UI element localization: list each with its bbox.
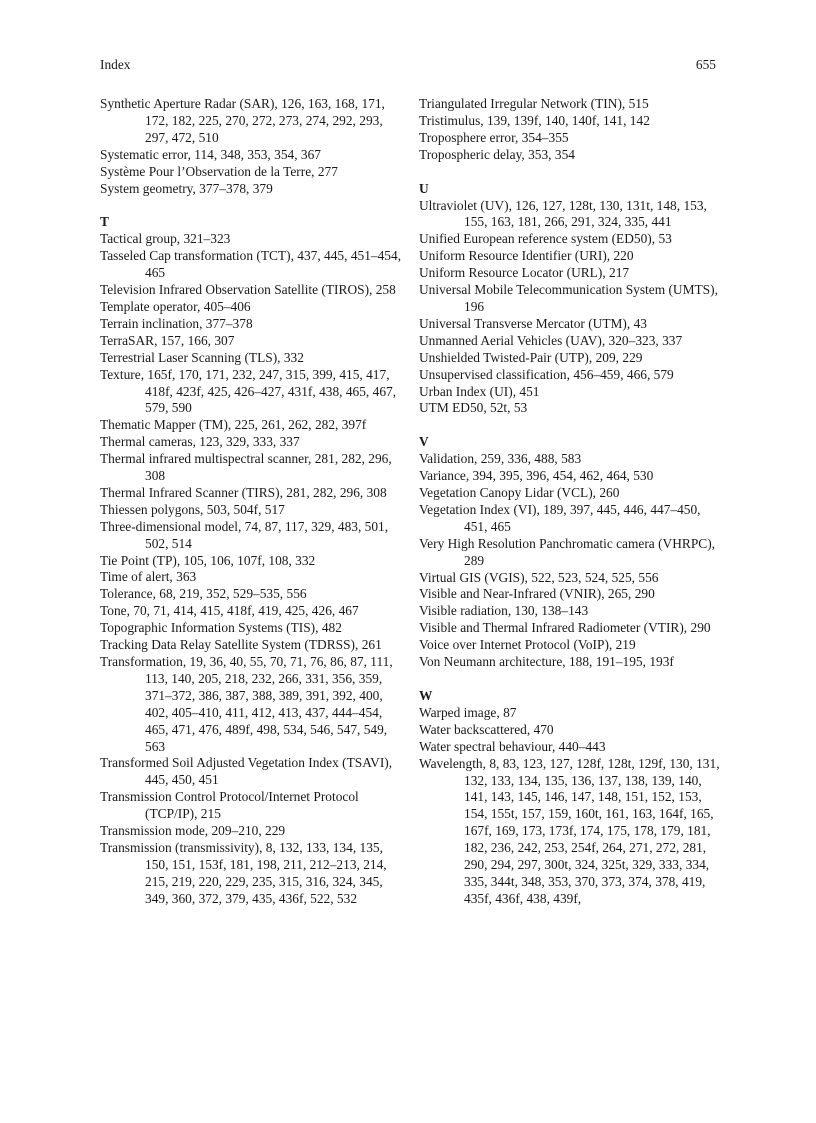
index-entry: Tone, 70, 71, 414, 415, 418f, 419, 425, 426, 467 <box>100 603 359 619</box>
index-entry: Topographic Information Systems (TIS), 482 <box>100 620 342 636</box>
index-letter-heading: U <box>419 180 429 196</box>
index-entry: Water backscattered, 470 <box>419 721 554 737</box>
index-entry: Tristimulus, 139, 139f, 140, 140f, 141, 142 <box>419 112 650 128</box>
index-entry: Thermal cameras, 123, 329, 333, 337 <box>100 434 300 450</box>
index-entry: Triangulated Irregular Network (TIN), 515 <box>419 96 649 111</box>
index-entry: Transformed Soil Adjusted Vegetation Index (TSAVI), 445, 450, 451 <box>100 755 393 788</box>
index-entry: Validation, 259, 336, 488, 583 <box>419 451 582 467</box>
index-entry: Von Neumann architecture, 188, 191–195, 193f <box>419 654 674 670</box>
index-column-right <box>419 96 724 908</box>
index-entry: Tasseled Cap transformation (TCT), 437, 445, 451–454, 465 <box>100 248 402 281</box>
index-entry: Transmission Control Protocol/Internet Protocol (TCP/IP), 215 <box>100 789 359 822</box>
index-entry: Universal Transverse Mercator (UTM), 43 <box>419 315 647 331</box>
index-entry: Transmission mode, 209–210, 229 <box>100 823 286 839</box>
index-entry: Voice over Internet Protocol (VoIP), 219 <box>419 637 636 653</box>
index-entry: Urban Index (UI), 451 <box>419 383 540 399</box>
section-spacer <box>419 671 724 688</box>
index-entry: Vegetation Canopy Lidar (VCL), 260 <box>419 485 620 501</box>
index-entry: Tropospheric delay, 353, 354 <box>419 146 575 162</box>
index-entry: Three-dimensional model, 74, 87, 117, 329, 483, 501, 502, 514 <box>100 518 389 551</box>
index-entry: Uniform Resource Identifier (URI), 220 <box>419 248 634 264</box>
index-entry: Système Pour l’Observation de la Terre, 277 <box>100 163 338 179</box>
index-entry: Synthetic Aperture Radar (SAR), 126, 163, 168, 171, 172, 182, 225, 270, 272, 273, 274, 292, 293, 297, 472, 510 <box>100 96 385 145</box>
index-letter-heading: W <box>419 688 433 703</box>
index-entry: Thermal Infrared Scanner (TIRS), 281, 282, 296, 308 <box>100 484 387 500</box>
index-entry: Ultraviolet (UV), 126, 127, 128t, 130, 131t, 148, 153, 155, 163, 181, 266, 291, 324, 335, 441 <box>419 197 707 230</box>
index-entry: Unsupervised classification, 456–459, 466, 579 <box>419 366 674 382</box>
index-column-left <box>100 96 405 908</box>
index-entry: Texture, 165f, 170, 171, 232, 247, 315, 399, 415, 417, 418f, 423f, 425, 426–427, 431f, 438, 465, 467, 579, 590 <box>100 366 397 416</box>
index-entry: Warped image, 87 <box>419 704 517 720</box>
index-entry: Vegetation Index (VI), 189, 397, 445, 446, 447–450, 451, 465 <box>419 501 701 534</box>
index-entry: Tactical group, 321–323 <box>100 231 231 247</box>
index-entry: Unified European reference system (ED50), 53 <box>419 231 672 247</box>
index-entry: Unmanned Aerial Vehicles (UAV), 320–323, 337 <box>419 332 683 348</box>
index-entry: Time of alert, 363 <box>100 569 197 585</box>
index-entry: Transformation, 19, 36, 40, 55, 70, 71, 76, 86, 87, 111, 113, 140, 205, 218, 232, 266, 331, 356, 359, 371–372, 386, 387, 388, 389, 391, 392, 400, 402, 405–410, 411, 412, 413, 437, 444–454, 465, 471, 476, 489f, 498, 534, 546, 547, 549, 563 <box>100 654 393 754</box>
index-entry: System geometry, 377–378, 379 <box>100 180 273 196</box>
index-entry: Tie Point (TP), 105, 106, 107f, 108, 332 <box>100 552 316 568</box>
index-entry: Terrain inclination, 377–378 <box>100 315 253 331</box>
section-spacer <box>100 197 405 214</box>
index-entry: Tolerance, 68, 219, 352, 529–535, 556 <box>100 586 307 602</box>
index-entry: UTM ED50, 52t, 53 <box>419 400 528 416</box>
index-entry: Very High Resolution Panchromatic camera (VHRPC), 289 <box>419 535 716 568</box>
index-entry: Wavelength, 8, 83, 123, 127, 128f, 128t, 129f, 130, 131, 132, 133, 134, 135, 136, 137, 138, 139, 140, 141, 143, 145, 146, 147, 148, 151, 152, 153, 154, 155t, 157, 159, 160t, 161, 163, 164f, 165, 167f, 169, 173, 173f, 174, 175, 178, 179, 181, 182, 236, 242, 253, 254f, 264, 271, 272, 281, 290, 294, 297, 300t, 324, 325t, 329, 333, 334, 335, 344t, 348, 353, 370, 373, 374, 378, 419, 435f, 436f, 438, 439f, <box>419 755 720 906</box>
index-entry: Visible and Near-Infrared (VNIR), 265, 290 <box>419 586 655 602</box>
index-entry: Tracking Data Relay Satellite System (TDRSS), 261 <box>100 637 382 653</box>
index-letter-heading: T <box>100 214 109 230</box>
page-number: 655 <box>695 57 716 72</box>
index-entry: Water spectral behaviour, 440–443 <box>419 738 606 754</box>
index-entry: Unshielded Twisted-Pair (UTP), 209, 229 <box>419 349 643 365</box>
index-entry: Variance, 394, 395, 396, 454, 462, 464, 530 <box>419 468 654 484</box>
index-entry: Template operator, 405–406 <box>100 298 251 314</box>
index-entry: Visible and Thermal Infrared Radiometer (VTIR), 290 <box>419 620 711 636</box>
index-entry: Thematic Mapper (TM), 225, 261, 262, 282, 397f <box>100 417 367 433</box>
index-entry: Visible radiation, 130, 138–143 <box>419 603 589 619</box>
section-spacer <box>419 417 724 434</box>
index-entry: Thiessen polygons, 503, 504f, 517 <box>100 501 285 517</box>
index-letter-heading: V <box>419 434 429 450</box>
section-spacer <box>419 164 724 181</box>
running-head: Index <box>100 57 131 72</box>
index-entry: Uniform Resource Locator (URL), 217 <box>419 265 630 281</box>
index-entry: Thermal infrared multispectral scanner, 281, 282, 296, 308 <box>100 451 392 484</box>
index-entry: TerraSAR, 157, 166, 307 <box>100 332 235 348</box>
index-entry: Terrestrial Laser Scanning (TLS), 332 <box>100 349 304 365</box>
index-entry: Virtual GIS (VGIS), 522, 523, 524, 525, 556 <box>419 569 659 585</box>
index-entry: Television Infrared Observation Satellite (TIROS), 258 <box>100 282 396 298</box>
index-entry: Systematic error, 114, 348, 353, 354, 367 <box>100 146 321 162</box>
index-entry: Transmission (transmissivity), 8, 132, 133, 134, 135, 150, 151, 153f, 181, 198, 211, 212–213, 214, 215, 219, 220, 229, 235, 315, 316, 324, 345, 349, 360, 372, 379, 435, 436f, 522, 532 <box>100 839 387 906</box>
index-entry: Troposphere error, 354–355 <box>419 129 569 145</box>
index-entry: Universal Mobile Telecommunication System (UMTS), 196 <box>419 282 718 314</box>
